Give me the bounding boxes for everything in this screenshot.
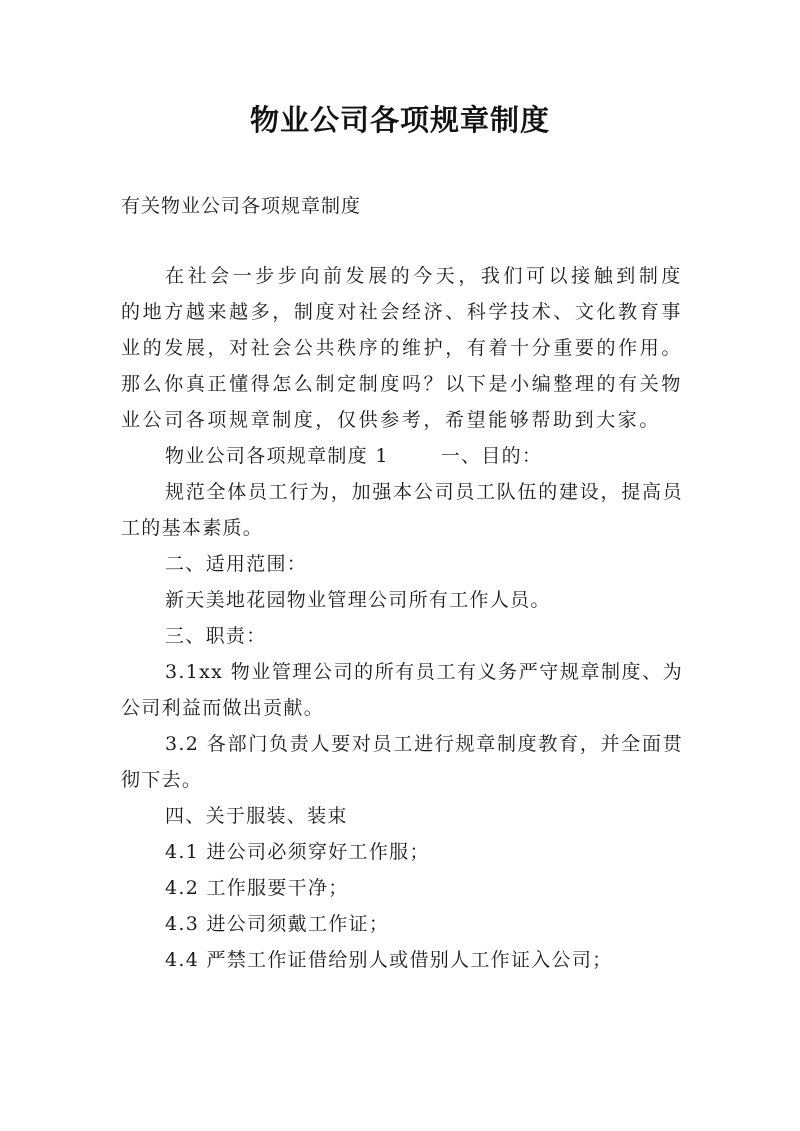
dress-item-4-3: 4.3 进公司须戴工作证； (165, 913, 390, 935)
section-heading: 物业公司各项规章制度 1 (165, 445, 389, 467)
dress-item-4-2: 4.2 工作服要干净； (165, 877, 349, 899)
document-subtitle: 有关物业公司各项规章制度 (121, 195, 362, 217)
scope-heading: 二、适用范围： (165, 553, 308, 575)
dress-item-4-4: 4.4 严禁工作证借给别人或借别人工作证入公司； (165, 949, 613, 971)
dress-item-4-1: 4.1 进公司必须穿好工作服； (165, 841, 430, 863)
document-body (121, 258, 683, 978)
scope-paragraph: 新天美地花园物业管理公司所有工作人员。 (165, 589, 551, 611)
duties-heading: 三、职责： (165, 625, 267, 647)
duty-item-3-1: 3.1xx 物业管理公司的所有员工有义务严守规章制度、为公司利益而做出贡献。 (121, 661, 683, 719)
purpose-paragraph: 规范全体员工行为，加强本公司员工队伍的建设，提高员工的基本素质。 (121, 481, 683, 539)
section-heading-line (121, 438, 683, 474)
dress-heading: 四、关于服装、装束 (165, 805, 348, 827)
document-title: 物业公司各项规章制度 (249, 103, 550, 137)
intro-paragraph: 在社会一步步向前发展的今天，我们可以接触到制度的地方越来越多，制度对社会经济、科学技术、文化教育事业的发展，对社会公共秩序的维护，有着十分重要的作用。那么你真正懂得怎么制定制度吗？以下是小编整理的有关物业公司各项规章制度，仅供参考，希望能够帮助到大家。 (121, 265, 683, 431)
duty-item-3-2: 3.2 各部门负责人要对员工进行规章制度教育，并全面贯彻下去。 (121, 733, 683, 791)
purpose-heading: 一、目的： (440, 445, 543, 467)
